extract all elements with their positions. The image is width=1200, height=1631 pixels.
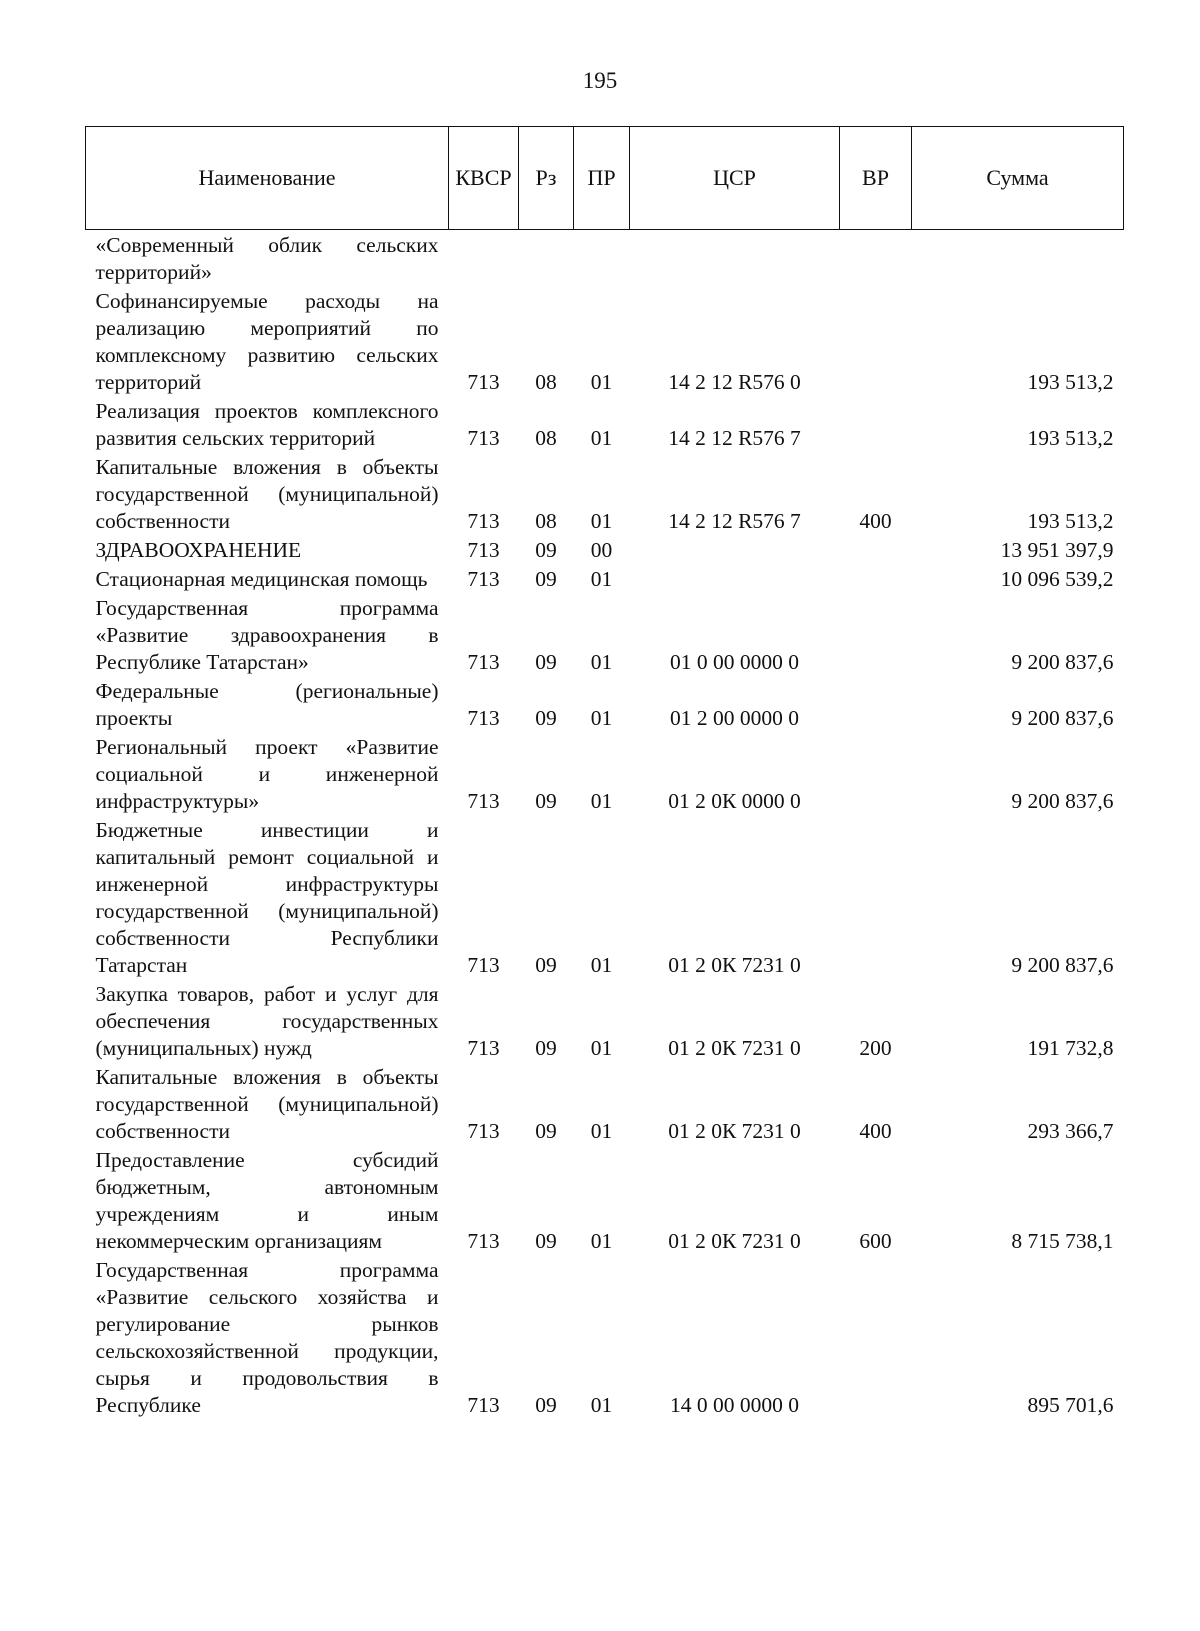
row-name: Предоставление субсидий бюджетным, автономным учреждениям и иным некоммерческим организациям bbox=[95, 1148, 439, 1253]
row-csr: 14 2 12 R576 7 bbox=[668, 509, 801, 533]
row-kvsr: 713 bbox=[467, 370, 500, 394]
row-pr: 01 bbox=[590, 1229, 613, 1253]
row-rz: 09 bbox=[535, 1119, 557, 1143]
row-kvsr: 713 bbox=[467, 789, 500, 813]
row-vr bbox=[840, 396, 912, 452]
row-pr: 00 bbox=[590, 538, 613, 562]
row-vr bbox=[840, 676, 912, 732]
row-pr: 01 bbox=[590, 789, 613, 813]
table-row bbox=[86, 230, 1124, 287]
row-csr: 14 0 00 0000 0 bbox=[670, 1393, 799, 1417]
row-name: Софинансируемые расходы на реализацию мероприятий по комплексному развитию сельских территорий bbox=[95, 289, 439, 394]
row-sum: 191 732,8 bbox=[1027, 1036, 1114, 1060]
row-pr: 01 bbox=[590, 650, 613, 674]
row-kvsr: 713 bbox=[467, 509, 500, 533]
row-kvsr: 713 bbox=[467, 1119, 500, 1143]
row-csr: 14 2 12 R576 0 bbox=[668, 370, 801, 394]
row-csr: 01 0 00 0000 0 bbox=[670, 650, 799, 674]
row-pr: 01 bbox=[590, 1393, 613, 1417]
col-header-csr: ЦСР bbox=[630, 127, 840, 230]
table-row bbox=[86, 1255, 1124, 1419]
col-header-pr: ПР bbox=[574, 127, 630, 230]
row-name: Федеральные (региональные) проекты bbox=[95, 679, 439, 730]
table-row bbox=[86, 396, 1124, 452]
col-header-vr: ВР bbox=[840, 127, 912, 230]
row-kvsr: 713 bbox=[467, 538, 500, 562]
row-rz: 08 bbox=[535, 370, 557, 394]
page-number: 195 bbox=[582, 68, 618, 93]
row-csr: 01 2 0К 7231 0 bbox=[668, 1229, 801, 1253]
col-header-name: Наименование bbox=[86, 127, 449, 230]
row-rz: 09 bbox=[535, 1036, 557, 1060]
col-header-kvsr: КВСР bbox=[449, 127, 519, 230]
row-sum: 193 513,2 bbox=[1027, 509, 1114, 533]
row-pr: 01 bbox=[590, 1036, 613, 1060]
row-kvsr: 713 bbox=[467, 706, 500, 730]
table-row bbox=[86, 676, 1124, 732]
row-rz: 08 bbox=[535, 426, 557, 450]
row-kvsr: 713 bbox=[467, 1036, 500, 1060]
row-csr: 01 2 0К 7231 0 bbox=[668, 1119, 801, 1143]
row-rz: 09 bbox=[535, 1229, 557, 1253]
row-rz: 09 bbox=[535, 1393, 557, 1417]
table-row bbox=[86, 815, 1124, 979]
row-name: Капитальные вложения в объекты государственной (муниципальной) собственности bbox=[95, 455, 439, 533]
row-csr bbox=[630, 230, 840, 287]
row-name: Государственная программа «Развитие здравоохранения в Республике Татарстан» bbox=[95, 596, 439, 674]
row-kvsr: 713 bbox=[467, 1393, 500, 1417]
row-vr: 400 bbox=[859, 509, 892, 533]
row-vr bbox=[840, 535, 912, 564]
row-vr: 200 bbox=[859, 1036, 892, 1060]
row-pr: 01 bbox=[590, 370, 613, 394]
row-kvsr bbox=[449, 230, 519, 287]
row-rz: 09 bbox=[535, 789, 557, 813]
row-rz: 08 bbox=[535, 509, 557, 533]
table-row bbox=[86, 732, 1124, 815]
row-pr: 01 bbox=[590, 567, 613, 591]
table-row bbox=[86, 286, 1124, 396]
row-rz: 09 bbox=[535, 567, 557, 591]
row-sum: 293 366,7 bbox=[1027, 1119, 1114, 1143]
row-sum bbox=[912, 230, 1124, 287]
row-csr: 01 2 00 0000 0 bbox=[670, 706, 799, 730]
row-vr: 600 bbox=[859, 1229, 892, 1253]
table-row bbox=[86, 564, 1124, 593]
row-name: Бюджетные инвестиции и капитальный ремонт социальной и инженерной инфраструктуры государственной (муниципальной) собственности Республики Татарстан bbox=[95, 818, 439, 977]
row-pr: 01 bbox=[590, 953, 613, 977]
table-row bbox=[86, 1145, 1124, 1255]
row-name: ЗДРАВООХРАНЕНИЕ bbox=[95, 538, 302, 562]
row-sum: 13 951 397,9 bbox=[1000, 538, 1114, 562]
col-header-rz: Рз bbox=[519, 127, 574, 230]
row-vr: 400 bbox=[859, 1119, 892, 1143]
row-vr bbox=[840, 230, 912, 287]
row-rz bbox=[519, 230, 574, 287]
row-vr bbox=[840, 593, 912, 676]
table-row bbox=[86, 979, 1124, 1062]
row-vr bbox=[840, 286, 912, 396]
row-sum: 8 715 738,1 bbox=[1011, 1229, 1114, 1253]
row-name: Капитальные вложения в объекты государственной (муниципальной) собственности bbox=[95, 1065, 439, 1143]
row-kvsr: 713 bbox=[467, 1229, 500, 1253]
row-rz: 09 bbox=[535, 650, 557, 674]
table-row bbox=[86, 535, 1124, 564]
table-header bbox=[86, 127, 1124, 230]
row-name: Стационарная медицинская помощь bbox=[95, 567, 428, 591]
row-vr bbox=[840, 564, 912, 593]
row-csr bbox=[630, 564, 840, 593]
row-rz: 09 bbox=[535, 706, 557, 730]
table-row bbox=[86, 452, 1124, 535]
row-csr: 01 2 0К 7231 0 bbox=[668, 953, 801, 977]
row-name: Закупка товаров, работ и услуг для обеспечения государственных (муниципальных) нужд bbox=[95, 982, 439, 1060]
row-csr: 01 2 0К 7231 0 bbox=[668, 1036, 801, 1060]
row-sum: 10 096 539,2 bbox=[1000, 567, 1114, 591]
row-kvsr: 713 bbox=[467, 650, 500, 674]
row-pr: 01 bbox=[590, 509, 613, 533]
row-pr: 01 bbox=[590, 1119, 613, 1143]
row-sum: 895 701,6 bbox=[1027, 1393, 1114, 1417]
row-vr bbox=[840, 815, 912, 979]
row-rz: 09 bbox=[535, 953, 557, 977]
row-sum: 193 513,2 bbox=[1027, 370, 1114, 394]
row-vr bbox=[840, 732, 912, 815]
row-pr: 01 bbox=[590, 706, 613, 730]
row-sum: 9 200 837,6 bbox=[1011, 953, 1114, 977]
row-rz: 09 bbox=[535, 538, 557, 562]
table-row bbox=[86, 1062, 1124, 1145]
row-kvsr: 713 bbox=[467, 567, 500, 591]
table-body bbox=[86, 230, 1124, 1420]
row-pr bbox=[574, 230, 630, 287]
row-name: Реализация проектов комплексного развития сельских территорий bbox=[95, 399, 439, 450]
row-name: «Современный облик сельских территорий» bbox=[95, 233, 439, 284]
row-csr: 14 2 12 R576 7 bbox=[668, 426, 801, 450]
row-kvsr: 713 bbox=[467, 426, 500, 450]
row-sum: 9 200 837,6 bbox=[1011, 650, 1114, 674]
row-name: Государственная программа «Развитие сельского хозяйства и регулирование рынков сельскохозяйственной продукции, сырья и продовольствия в Республике bbox=[95, 1258, 439, 1417]
row-sum: 9 200 837,6 bbox=[1011, 789, 1114, 813]
budget-table bbox=[85, 126, 1124, 1419]
row-sum: 193 513,2 bbox=[1027, 426, 1114, 450]
row-csr bbox=[630, 535, 840, 564]
row-sum: 9 200 837,6 bbox=[1011, 706, 1114, 730]
col-header-sum: Сумма bbox=[912, 127, 1124, 230]
row-vr bbox=[840, 1255, 912, 1419]
row-name: Региональный проект «Развитие социальной и инженерной инфраструктуры» bbox=[95, 735, 439, 813]
row-csr: 01 2 0К 0000 0 bbox=[668, 789, 801, 813]
row-kvsr: 713 bbox=[467, 953, 500, 977]
table-row bbox=[86, 593, 1124, 676]
row-pr: 01 bbox=[590, 426, 613, 450]
